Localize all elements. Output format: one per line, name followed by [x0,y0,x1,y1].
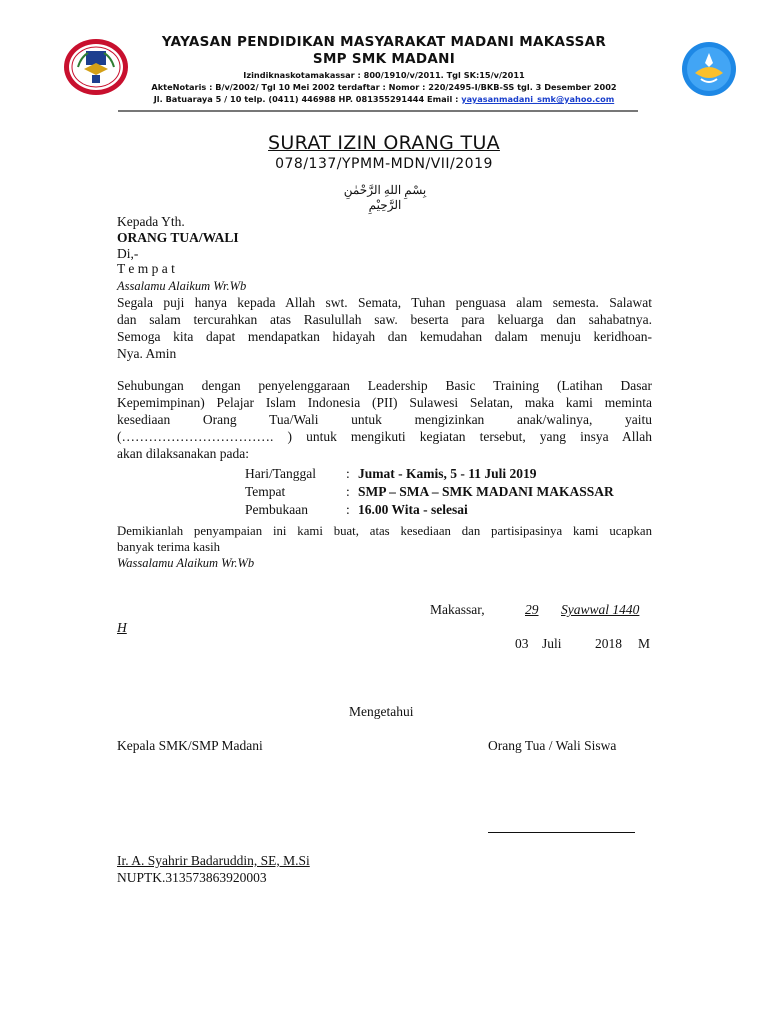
recipient-name: ORANG TUA/WALI [117,230,239,245]
acknowledge-label: Mengetahui [349,704,414,719]
paragraph-line: Demikianlah penyampaian ini kami buat, atas kesediaan dan partisipasinya kami ucapkan [117,524,652,538]
paragraph-line: Segala puji hanya kepada Allah swt. Semata, Tuhan penguasa alam semesta. Salawat [117,295,652,310]
paragraph-line: Semoga kita dapat mendapatkan hidayah dan kemudahan dalam menuju keridhoan- [117,329,652,344]
address-text: Jl. Batuaraya 5 / 10 telp. (0411) 446988 HP. 081355291444 Email : [153,94,462,104]
date-city: Makassar, [430,602,485,617]
hijri-day: 29 [525,602,539,617]
paragraph-line: Kepemimpinan) Pelajar Islam Indonesia (PII) Sulawesi Selatan, maka kami meminta [117,395,652,410]
left-signer-name: Ir. A. Syahrir Badaruddin, SE, M.Si [117,853,310,868]
paragraph-line: akan dilaksanakan pada: [117,446,249,461]
left-signer-id: NUPTK.313573863920003 [117,870,267,885]
schedule-value-place: SMP – SMA – SMK MADANI MAKASSAR [358,484,614,499]
greg-suffix: M [638,636,651,651]
right-signer-role: Orang Tua / Wali Siswa [488,738,617,753]
schedule-label-date: Hari/Tanggal [245,466,317,481]
left-signer-role: Kepala SMK/SMP Madani [117,738,263,753]
greg-year: 2018 [595,636,622,651]
recipient-di: Di,- [117,246,139,261]
header-divider [118,110,638,112]
hijri-month-year: Syawwal 1440 [561,602,640,617]
recipient-to: Kepada Yth. [117,214,185,229]
document-title: SURAT IZIN ORANG TUA [268,132,500,154]
paragraph-line: kesediaan Orang Tua/Wali untuk mengizinkan anak/walinya, yaitu [117,412,652,427]
organization-name: YAYASAN PENDIDIKAN MASYARAKAT MADANI MAKASSAR [161,34,607,50]
schedule-label-opening: Pembukaan [245,502,308,517]
basmalah-calligraphy: بِسْمِ اللهِ الرَّحْمٰنِ الرَّحِيْمِ [343,183,427,212]
schedule-value-opening: 16.00 Wita - selesai [358,502,468,517]
greeting: Assalamu Alaikum Wr.Wb [117,279,247,293]
paragraph-line: Sehubungan dengan penyelenggaraan Leadership Basic Training (Latihan Dasar [117,378,652,393]
email-link[interactable]: yayasanmadani_smk@yahoo.com [461,94,615,104]
paragraph-line: banyak terima kasih [117,539,221,554]
hijri-suffix: H [117,620,127,635]
notary-line: AkteNotaris : B/v/2002/ Tgl 10 Mei 2002 terdaftar : Nomor : 220/2495-I/BKB-SS tgl. 3 Desember 2002 [151,82,617,92]
schedule-colon: : [346,484,350,499]
farewell: Wassalamu Alaikum Wr.Wb [117,556,255,570]
schedule-colon: : [346,466,350,481]
document-number: 078/137/YPMM-MDN/VII/2019 [275,156,493,172]
greg-month: Juli [542,636,562,651]
paragraph-line: Nya. Amin [117,346,177,361]
parent-signature-line [488,832,635,833]
greg-day: 03 [515,636,529,651]
recipient-place: T e m p a t [117,261,175,276]
address-line [0,94,768,104]
schedule-value-date: Jumat - Kamis, 5 - 11 Juli 2019 [358,466,537,481]
paragraph-line: dan salam tercurahkan atas Rasulullah saw. beserta para keluarga dan sahabatnya. [117,312,652,327]
paragraph-closing [117,524,652,555]
paragraph-praise [117,294,652,362]
paragraph-request [117,377,652,462]
paragraph-line: (……………………………. ) untuk mengikuti kegiatan tersebut, yang insya Allah [117,429,652,444]
school-name: SMP SMK MADANI [312,51,456,67]
permit-line: Izindiknaskotamakassar : 800/1910/v/2011. Tgl SK:15/v/2011 [243,70,525,80]
schedule-label-place: Tempat [245,484,286,499]
schedule-colon: : [346,502,350,517]
